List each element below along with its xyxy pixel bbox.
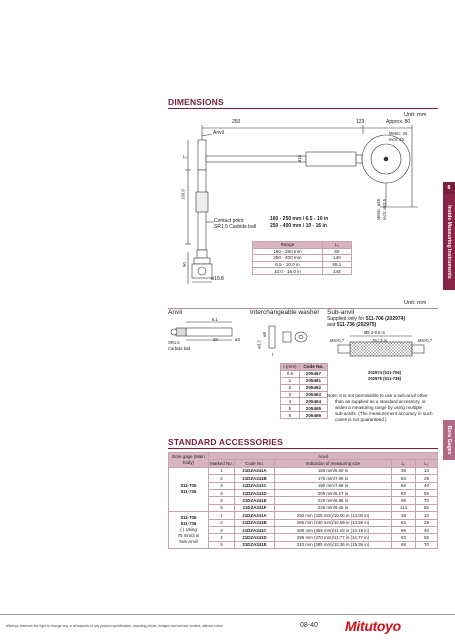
sub-dim-top: Ø8.3-9.5 m <box>364 330 385 335</box>
using-size: 75 mm/3 in <box>177 533 200 539</box>
inch-23: Inch: 23 <box>389 137 404 142</box>
marked-cell: 2 <box>209 519 235 526</box>
carbide-ball-label: SR1.5 Carbide ball <box>214 224 256 230</box>
supplied-and: and <box>327 322 337 328</box>
code-cell: 21DZA241B <box>235 475 275 482</box>
code-cell: 205461 <box>299 377 327 384</box>
table-row <box>281 391 328 398</box>
chapter-number: 8 <box>447 185 451 191</box>
l2-cell: 40 <box>416 526 438 533</box>
l1-cell: 140 <box>322 255 351 262</box>
indication-cell: 205 mm/8.27 in <box>275 489 392 496</box>
l1-header: L₁ <box>392 460 416 467</box>
code-cell: 21DZA241C <box>235 526 275 533</box>
page-number: 08-40 <box>300 622 318 629</box>
washer-phi3-2: ø3.2 <box>256 340 262 349</box>
l2-cell: 55 <box>416 534 438 541</box>
indication-cell: 220 mm/8.86 in <box>275 497 392 504</box>
l1-cell: 68 <box>392 482 416 489</box>
chapter-number-tab <box>443 182 455 194</box>
indication-cell: 160 mm/6.50 in <box>275 467 392 474</box>
group2-body <box>169 512 209 549</box>
marked-cell: 4 <box>209 489 235 496</box>
t-cell: 0.5 <box>281 370 300 377</box>
anvil-callout: Anvil <box>213 130 224 136</box>
dimensions-unit: Unit: mm <box>404 112 427 118</box>
supplied-code-202975: (202975) <box>356 322 377 328</box>
l2-cell: 25 <box>416 519 438 526</box>
table-row <box>253 255 352 262</box>
indication-cell: 190 mm/7.68 in <box>275 482 392 489</box>
anvil-header: Anvil <box>209 453 438 460</box>
l1-cell: 83 <box>392 489 416 496</box>
footer <box>0 614 455 644</box>
l2-cell: 55 <box>416 489 438 496</box>
dim-123: 123 <box>356 119 365 125</box>
table-row <box>169 467 438 474</box>
code-cell: 205466 <box>299 412 327 419</box>
code-cell: 21DZA241D <box>235 489 275 496</box>
l2-cell: 40 <box>416 482 438 489</box>
marked-cell: 3 <box>209 482 235 489</box>
l2-cell: 10 <box>416 512 438 519</box>
sub-anvil-note <box>327 393 433 423</box>
model-511-735: 511-735 <box>180 489 197 495</box>
table-row <box>169 526 438 533</box>
code-cell: 205467 <box>299 370 327 377</box>
sub-anvil-heading: Sub-anvil <box>327 309 355 316</box>
section-tab-label: Inside Measuring Instruments <box>446 205 452 279</box>
using-note: ( ) Using <box>180 527 197 533</box>
indication-cell: 235 mm/9.45 in <box>275 504 392 511</box>
code-cell: 21DZA241C <box>235 482 275 489</box>
marked-cell: 1 <box>209 512 235 519</box>
table-row <box>253 268 352 275</box>
washer-heading: Interchangeable washer <box>250 309 320 316</box>
code-header: Code No. <box>299 364 327 371</box>
indication-cell: 175 mm/7.09 in <box>275 475 392 482</box>
dim-90: 90 <box>181 262 187 267</box>
dim-100-9: 100.9 <box>180 189 186 200</box>
supplied-code-202974: (202974) <box>385 316 406 322</box>
t-cell: 5 <box>281 405 300 412</box>
inch-phi53: Inch: ø53.5 <box>382 199 387 220</box>
t-cell: 2 <box>281 384 300 391</box>
l1-cell: 144 <box>322 268 351 275</box>
phi-15: ø15 <box>297 154 303 163</box>
anvil-drawing <box>168 318 248 368</box>
l2-cell: 70 <box>416 541 438 548</box>
anvil-heading: Anvil <box>168 309 183 316</box>
contact-point-label: Contact point <box>214 218 244 224</box>
sub-dim-mid: 75 / 3 in <box>372 338 387 343</box>
metric-20: Metric: 20 <box>389 131 408 136</box>
note-line: Note: It is not permissible to use a sub-anvil other <box>327 393 428 398</box>
code-cell: 21DZA241D <box>235 534 275 541</box>
code-no-header: Code No. <box>235 460 275 467</box>
l1-cell: 113 <box>392 504 416 511</box>
note-line: cases is not guaranteed.) <box>335 417 387 422</box>
model-511-706: 511-706 <box>180 515 197 521</box>
anvil-dim-6-1: 6.1 <box>212 317 218 322</box>
table-row <box>253 248 352 255</box>
range-header: Range <box>253 242 323 249</box>
l2-cell: 85 <box>416 504 438 511</box>
supplied-line-2 <box>327 322 376 328</box>
indication-cell: 280 mm (355 mm)/11.18 in (14.18 in) <box>275 526 392 533</box>
indication-cell: 310 mm (385 mm)/12.36 in (15.36 in) <box>275 541 392 548</box>
table-row <box>169 504 438 511</box>
anvil-carbide-ball: Carbide ball <box>168 346 191 351</box>
marked-cell: 3 <box>209 526 235 533</box>
supplied-code-511-736: 511-736 <box>336 322 355 328</box>
table-row <box>281 398 328 405</box>
t-header: t (mm) <box>281 364 300 371</box>
table-row <box>281 377 328 384</box>
supplied-code-511-706: 511-706 <box>365 316 384 322</box>
bore-gages-tab <box>443 420 455 460</box>
table-row <box>169 475 438 482</box>
l1-cell: 53 <box>392 519 416 526</box>
code-cell: 21DZA241E <box>235 497 275 504</box>
t-cell: 1 <box>281 377 300 384</box>
indication-header: Indication of measuring size <box>275 460 392 467</box>
footer-disclaimer: Mitutoyo reserves the right to change any or all aspects of any product specification, including prices, designs and service content, without notice. <box>6 624 224 628</box>
phi-19-8: ø19.8 <box>211 276 224 282</box>
dim-l1: L₁ <box>183 154 187 159</box>
table-row <box>169 482 438 489</box>
section-tab <box>443 194 455 290</box>
note-line: than as supplied as a standard accessory, or <box>335 399 426 404</box>
washer-phi8: ø8 <box>261 332 267 337</box>
code-cell: 21DZA241F <box>235 504 275 511</box>
t-cell: 6 <box>281 412 300 419</box>
range-cell: 160 - 250 mm <box>253 248 323 255</box>
model-511-705: 511-705 <box>180 483 197 489</box>
l2-cell: 25 <box>416 475 438 482</box>
sub-caption-1: 202974 (511-706) <box>368 370 402 375</box>
dimensions-title: DIMENSIONS <box>168 97 224 107</box>
sub-caption-2: 202975 (511-736) <box>368 376 402 381</box>
code-cell: 205465 <box>299 405 327 412</box>
mitutoyo-logo: Mitutoyo <box>345 618 401 634</box>
table-row <box>281 384 328 391</box>
table-row <box>169 489 438 496</box>
sub-dim-left: M4×0.7 <box>330 338 345 343</box>
indication-cell: 295 mm (370 mm)/11.77 in (14.77 in) <box>275 534 392 541</box>
l1-cell: 38 <box>392 467 416 474</box>
l1-cell: 38 <box>392 512 416 519</box>
table-row <box>169 534 438 541</box>
l1-cell: 98 <box>392 497 416 504</box>
table-row <box>169 541 438 548</box>
code-cell: 21DZA241A <box>235 467 275 474</box>
body-header: Bore gage (Main body) <box>169 453 209 468</box>
marked-cell: 4 <box>209 534 235 541</box>
marked-cell: 2 <box>209 475 235 482</box>
l1-cell: 55.1 <box>322 261 351 268</box>
l1-header: L₁ <box>322 242 351 249</box>
marked-no-header: Marked No. <box>210 461 233 467</box>
code-cell: 21DZA241A <box>235 512 275 519</box>
table-row <box>253 261 352 268</box>
dimensions-rule <box>168 108 438 109</box>
bore-gages-tab-label: Bore Gages <box>446 425 452 455</box>
code-cell: 205462 <box>299 384 327 391</box>
model-511-736: 511-736 <box>180 521 197 527</box>
table-row <box>281 405 328 412</box>
code-cell: 21DZA241B <box>235 519 275 526</box>
l2-cell: 70 <box>416 497 438 504</box>
t-cell: 3 <box>281 391 300 398</box>
range-table <box>252 241 352 275</box>
l1-cell: 83 <box>392 534 416 541</box>
dim-250: 250 <box>232 119 241 125</box>
t-cell: 4 <box>281 398 300 405</box>
l1-cell: 53 <box>392 475 416 482</box>
l1-cell: 50 <box>322 248 351 255</box>
marked-cell: 5 <box>209 541 235 548</box>
table-row <box>169 512 438 519</box>
accessories-title: STANDARD ACCESSORIES <box>168 437 283 447</box>
spec-line-1: 160 - 250 mm / 6.5 - 10 in <box>270 216 329 222</box>
washer-t: t <box>272 352 274 357</box>
range-cell: 6.5 - 10.0 in <box>253 261 323 268</box>
table-row <box>281 412 328 419</box>
washer-table <box>280 363 328 419</box>
metric-phi48: Metric: ø48 <box>376 199 381 220</box>
marked-cell: 6 <box>209 504 235 511</box>
anvil-sr15: SR1.5 <box>168 340 180 345</box>
code-cell: 21DZA241E <box>235 541 275 548</box>
code-cell: 205464 <box>299 398 327 405</box>
table-row <box>281 370 328 377</box>
table-row <box>169 519 438 526</box>
code-cell: 205463 <box>299 391 327 398</box>
anvil-unit: Unit: mm <box>404 300 427 306</box>
l2-cell: 10 <box>416 467 438 474</box>
l1-cell: 98 <box>392 541 416 548</box>
supplied-prefix: Supplied only for <box>327 316 366 322</box>
note-line: widen a measuring range by using multiple <box>335 405 423 410</box>
range-cell: 250 - 400 mm <box>253 255 323 262</box>
group1-body <box>169 467 209 511</box>
note-line: sub-anvils. (The measurement accuracy in such <box>335 411 433 416</box>
l1-cell: 68 <box>392 526 416 533</box>
indication-cell: 265 mm (340 mm)/10.59 in (13.59 in) <box>275 519 392 526</box>
anvil-dim-28: 28 <box>213 337 218 342</box>
dim-approx-80: Approx. 80 <box>386 119 411 125</box>
range-cell: 10.0 - 16.0 in <box>253 268 323 275</box>
spec-line-2: 250 - 400 mm / 10 - 16 in <box>270 223 327 229</box>
marked-cell: 5 <box>209 497 235 504</box>
accessories-table <box>168 452 438 549</box>
table-row <box>169 497 438 504</box>
marked-cell: 1 <box>209 467 235 474</box>
anvil-dim-phi3: ø3 <box>235 337 240 342</box>
accessories-rule <box>168 448 438 449</box>
l2-header: L₂ <box>416 460 438 467</box>
sub-dim-right: M4×0.7 <box>418 338 433 343</box>
washer-drawing <box>255 318 315 358</box>
using-sub-anvil: Sub-Anvil <box>179 539 198 545</box>
indication-cell: 250 mm (325 mm)/10.00 in (13.00 in) <box>275 512 392 519</box>
